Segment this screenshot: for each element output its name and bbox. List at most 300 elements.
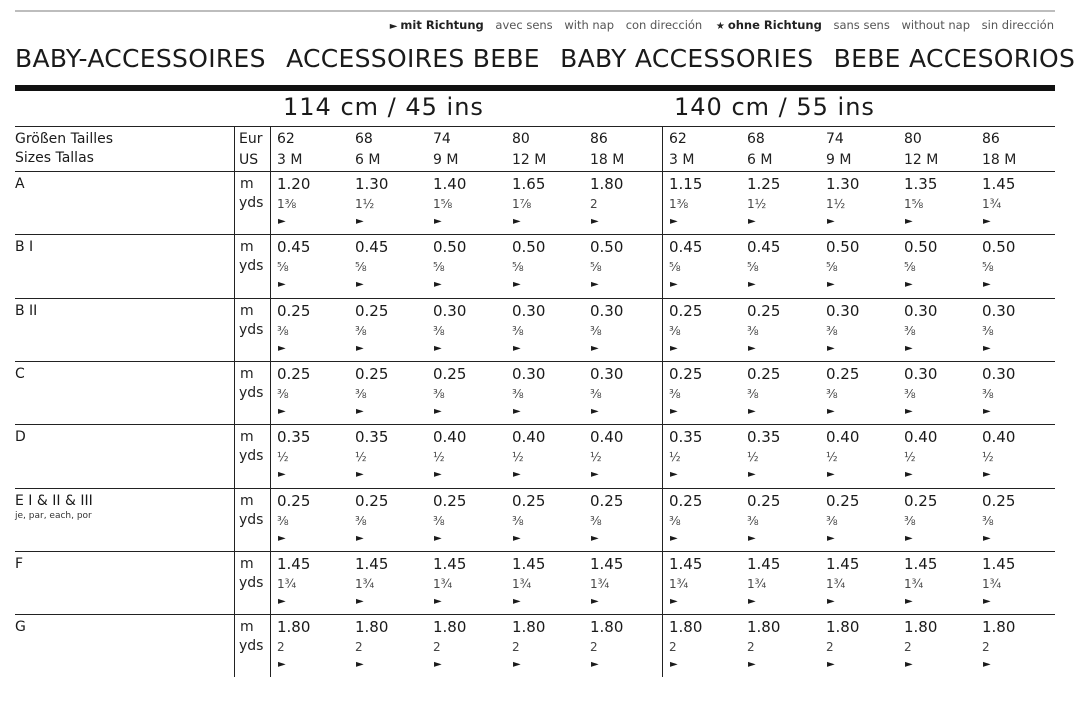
with-nap-arrow-icon: ►: [748, 342, 756, 354]
us-size: 9 M: [826, 152, 852, 168]
with-nap-arrow-icon: ►: [278, 279, 286, 291]
with-nap-arrow-icon: ►: [356, 279, 364, 291]
meters-value: 0.25: [433, 364, 467, 383]
with-nap-arrow-icon: ►: [983, 595, 991, 607]
meters-value: 0.25: [747, 364, 781, 383]
meters-value: 0.45: [747, 238, 781, 257]
nap-legend: [390, 18, 1054, 32]
meters-value: 1.80: [590, 618, 624, 637]
yards-value: 1¾: [277, 576, 297, 591]
unit-m: m: [240, 365, 254, 382]
meters-value: 1.20: [277, 175, 311, 193]
meters-value: 0.25: [826, 364, 860, 383]
with-nap-arrow-icon: ►: [591, 595, 599, 607]
meters-value: 0.25: [982, 491, 1016, 510]
with-nap-arrow-icon: ►: [278, 595, 286, 607]
width-group-divider: [662, 126, 663, 677]
unit-m: m: [240, 619, 254, 636]
unit-m: m: [240, 176, 254, 192]
with-nap-arrow-icon: ►: [591, 216, 599, 227]
meters-value: 0.35: [277, 428, 311, 447]
us-size: 3 M: [277, 152, 303, 168]
us-size: 12 M: [512, 152, 547, 168]
meters-value: 0.40: [433, 428, 467, 447]
yards-value: 2: [277, 640, 285, 655]
meters-value: 0.45: [277, 238, 311, 257]
yards-value: 1⅜: [277, 197, 297, 211]
meters-value: 0.50: [982, 238, 1016, 257]
yards-value: ½: [982, 450, 994, 465]
with-nap-arrow-icon: ►: [748, 532, 756, 544]
with-nap-arrow-icon: ►: [670, 342, 678, 354]
yards-value: 1¾: [669, 576, 689, 591]
meters-value: 1.45: [512, 554, 546, 573]
meters-value: 0.50: [512, 238, 546, 257]
meters-value: 0.40: [512, 428, 546, 447]
eur-size: 80: [512, 131, 530, 147]
yards-value: ⅜: [512, 386, 524, 401]
meters-value: 0.30: [904, 364, 938, 383]
yards-value: 2: [433, 640, 441, 655]
with-nap-arrow-icon: ►: [670, 279, 678, 291]
meters-value: 1.35: [904, 175, 938, 193]
meters-value: 1.80: [433, 618, 467, 637]
meters-value: 0.25: [826, 491, 860, 510]
row-sublabel: je, par, each, por: [15, 510, 92, 521]
header-bottom-rule: [15, 171, 1055, 172]
yards-value: ½: [433, 450, 445, 465]
yards-value: 2: [669, 640, 677, 655]
meters-value: 0.25: [669, 301, 703, 320]
with-nap-arrow-icon: ►: [748, 279, 756, 291]
eur-size: 68: [747, 131, 765, 147]
meters-value: 0.35: [355, 428, 389, 447]
with-nap-arrow-icon: ►: [905, 532, 913, 544]
with-nap-arrow-icon: ►: [356, 342, 364, 354]
unit-yds: yds: [239, 195, 264, 211]
meters-value: 0.25: [277, 364, 311, 383]
yards-value: 1¾: [982, 197, 1002, 211]
yards-value: ⅜: [590, 386, 602, 401]
yards-value: ⅝: [747, 260, 759, 275]
with-nap-arrow-icon: ►: [591, 469, 599, 481]
with-nap-arrow-icon: ►: [513, 279, 521, 291]
us-size: 18 M: [590, 152, 625, 168]
with-nap-arrow-icon: ►: [434, 405, 442, 417]
yards-value: 2: [590, 640, 598, 655]
meters-value: 1.45: [355, 554, 389, 573]
with-nap-arrow-icon: ►: [356, 469, 364, 481]
with-nap-arrow-icon: ►: [983, 405, 991, 417]
yards-value: ⅜: [433, 323, 445, 338]
with-nap-arrow-icon: ►: [905, 659, 913, 671]
with-nap-arrow-icon: ►: [670, 659, 678, 671]
yards-value: ½: [590, 450, 602, 465]
unit-yds: yds: [239, 448, 264, 465]
meters-value: 0.25: [355, 491, 389, 510]
with-nap-arrow-icon: ►: [748, 469, 756, 481]
with-nap-arrow-icon: ►: [670, 469, 678, 481]
yards-value: 2: [982, 640, 990, 655]
yards-value: ⅝: [433, 260, 445, 275]
eur-size: 80: [904, 131, 922, 147]
with-nap-arrow-icon: ►: [591, 405, 599, 417]
us-label: US: [239, 152, 259, 168]
with-nap-arrow-icon: ►: [983, 342, 991, 354]
meters-value: 1.45: [982, 554, 1016, 573]
row-label: C: [15, 365, 25, 382]
with-nap-arrow-icon: ►: [827, 595, 835, 607]
without-nap-star-icon: ★: [715, 21, 725, 32]
meters-value: 0.25: [277, 491, 311, 510]
yards-value: ⅜: [904, 386, 916, 401]
with-nap-arrow-icon: ►: [389, 21, 398, 32]
yards-value: ⅜: [826, 386, 838, 401]
with-nap-arrow-icon: ►: [513, 659, 521, 671]
row-label: E I & II & III: [15, 492, 93, 509]
row-label: G: [15, 619, 26, 636]
yards-value: 1½: [826, 197, 846, 211]
meters-value: 0.30: [982, 301, 1016, 320]
meters-value: 1.80: [747, 618, 781, 637]
yards-value: 1¾: [904, 576, 924, 591]
eur-size: 68: [355, 131, 373, 147]
meters-value: 1.80: [982, 618, 1016, 637]
title-en: BABY ACCESSORIES: [560, 44, 814, 73]
unit-yds: yds: [239, 511, 264, 528]
with-nap-arrow-icon: ►: [748, 405, 756, 417]
with-nap-arrow-icon: ►: [278, 342, 286, 354]
yards-value: 2: [747, 640, 755, 655]
yards-value: ⅜: [904, 323, 916, 338]
meters-value: 1.80: [826, 618, 860, 637]
meters-value: 0.25: [433, 491, 467, 510]
with-nap-arrow-icon: ►: [670, 405, 678, 417]
meters-value: 1.45: [669, 554, 703, 573]
yards-value: ⅜: [590, 323, 602, 338]
meters-value: 1.80: [590, 175, 624, 193]
yards-value: ⅜: [433, 386, 445, 401]
row-divider: [15, 298, 1055, 299]
yards-value: ½: [747, 450, 759, 465]
with-nap-arrow-icon: ►: [513, 595, 521, 607]
meters-value: 0.30: [433, 301, 467, 320]
with-nap-arrow-icon: ►: [670, 532, 678, 544]
size-label-line1: Größen Tailles: [15, 131, 114, 147]
unit-yds: yds: [239, 321, 264, 338]
meters-value: 1.25: [747, 175, 781, 193]
yards-value: ⅝: [826, 260, 838, 275]
row-label: D: [15, 429, 26, 446]
meters-value: 0.30: [826, 301, 860, 320]
with-nap-arrow-icon: ►: [434, 469, 442, 481]
with-nap-arrow-icon: ►: [748, 659, 756, 671]
meters-value: 0.35: [747, 428, 781, 447]
us-size: 6 M: [355, 152, 381, 168]
yards-value: ⅜: [747, 386, 759, 401]
meters-value: 0.30: [590, 301, 624, 320]
with-nap-arrow-icon: ►: [278, 532, 286, 544]
with-nap-arrow-icon: ►: [827, 659, 835, 671]
meters-value: 0.25: [747, 491, 781, 510]
with-nap-arrow-icon: ►: [983, 279, 991, 291]
yards-value: ½: [669, 450, 681, 465]
us-size: 6 M: [747, 152, 773, 168]
header-top-rule: [15, 126, 1055, 127]
yards-value: ⅜: [590, 513, 602, 528]
with-nap-arrow-icon: ►: [591, 532, 599, 544]
meters-value: 1.45: [826, 554, 860, 573]
row-label: B I: [15, 239, 34, 256]
meters-value: 0.40: [904, 428, 938, 447]
meters-value: 0.30: [590, 364, 624, 383]
with-nap-arrow-icon: ►: [513, 216, 521, 227]
yards-value: 1¾: [433, 576, 453, 591]
unit-column-divider: [270, 126, 271, 677]
size-label-line2: Sizes Tallas: [15, 150, 94, 166]
meters-value: 1.40: [433, 175, 467, 193]
with-nap-arrow-icon: ►: [513, 469, 521, 481]
meters-value: 0.50: [904, 238, 938, 257]
yards-value: 1¾: [355, 576, 375, 591]
yards-value: ⅜: [826, 323, 838, 338]
with-nap-arrow-icon: ►: [356, 532, 364, 544]
with-nap-arrow-icon: ►: [983, 469, 991, 481]
with-nap-arrow-icon: ►: [356, 405, 364, 417]
legend-with-nap-fr: avec sens: [495, 18, 553, 32]
meters-value: 0.50: [826, 238, 860, 257]
legend-with-nap-de: mit Richtung: [400, 18, 484, 32]
with-nap-arrow-icon: ►: [748, 216, 756, 227]
eur-size: 74: [433, 131, 451, 147]
yards-value: ½: [826, 450, 838, 465]
yards-value: ⅜: [433, 513, 445, 528]
meters-value: 0.35: [669, 428, 703, 447]
meters-value: 0.40: [590, 428, 624, 447]
with-nap-arrow-icon: ►: [434, 216, 442, 227]
row-divider: [15, 361, 1055, 362]
with-nap-arrow-icon: ►: [513, 532, 521, 544]
meters-value: 1.30: [355, 175, 389, 193]
meters-value: 1.80: [355, 618, 389, 637]
top-rule: [15, 10, 1055, 12]
fabric-width-140: 140 cm / 55 ins: [674, 93, 875, 121]
meters-value: 1.45: [277, 554, 311, 573]
yards-value: ½: [355, 450, 367, 465]
yards-value: ⅜: [669, 513, 681, 528]
row-divider: [15, 424, 1055, 425]
yards-value: 1⅜: [669, 197, 689, 211]
title-rule: [15, 85, 1055, 91]
yards-value: ⅝: [590, 260, 602, 275]
yards-value: ½: [904, 450, 916, 465]
row-divider: [15, 234, 1055, 235]
title-de: BABY-ACCESSOIRES: [15, 44, 266, 73]
yards-value: 1¾: [747, 576, 767, 591]
page-title: [15, 44, 1076, 73]
with-nap-arrow-icon: ►: [591, 342, 599, 354]
meters-value: 0.30: [512, 301, 546, 320]
legend-without-nap-fr: sans sens: [833, 18, 890, 32]
with-nap-arrow-icon: ►: [434, 659, 442, 671]
unit-m: m: [240, 302, 254, 319]
meters-value: 1.80: [512, 618, 546, 637]
unit-yds: yds: [239, 638, 264, 655]
unit-yds: yds: [239, 258, 264, 275]
meters-value: 0.25: [669, 364, 703, 383]
meters-value: 1.30: [826, 175, 860, 193]
eur-size: 86: [982, 131, 1000, 147]
legend-with-nap-en: with nap: [564, 18, 615, 32]
legend-without-nap-es: sin dirección: [981, 18, 1054, 32]
meters-value: 0.25: [355, 364, 389, 383]
yards-value: ½: [277, 450, 289, 465]
with-nap-arrow-icon: ►: [905, 342, 913, 354]
meters-value: 0.40: [982, 428, 1016, 447]
with-nap-arrow-icon: ►: [434, 595, 442, 607]
with-nap-arrow-icon: ►: [827, 342, 835, 354]
with-nap-arrow-icon: ►: [905, 279, 913, 291]
yards-value: ⅜: [277, 513, 289, 528]
with-nap-arrow-icon: ►: [591, 279, 599, 291]
yards-value: ⅜: [982, 513, 994, 528]
with-nap-arrow-icon: ►: [356, 216, 364, 227]
with-nap-arrow-icon: ►: [983, 532, 991, 544]
meters-value: 1.45: [590, 554, 624, 573]
meters-value: 1.45: [982, 175, 1016, 193]
yards-value: ⅜: [512, 323, 524, 338]
meters-value: 0.40: [826, 428, 860, 447]
unit-m: m: [240, 239, 254, 256]
with-nap-arrow-icon: ►: [356, 595, 364, 607]
eur-size: 86: [590, 131, 608, 147]
meters-value: 1.65: [512, 175, 546, 193]
yards-value: ⅝: [669, 260, 681, 275]
legend-without-nap-de: ohne Richtung: [727, 18, 822, 32]
yards-value: 2: [512, 640, 520, 655]
yards-value: 1⅝: [904, 197, 924, 211]
yards-value: ⅜: [355, 513, 367, 528]
meters-value: 0.25: [747, 301, 781, 320]
meters-value: 0.30: [904, 301, 938, 320]
unit-m: m: [240, 555, 254, 572]
yards-value: ⅝: [355, 260, 367, 275]
yards-value: 1½: [747, 197, 767, 211]
with-nap-arrow-icon: ►: [905, 216, 913, 227]
meters-value: 1.80: [277, 618, 311, 637]
meters-value: 0.45: [669, 238, 703, 257]
us-size: 9 M: [433, 152, 459, 168]
with-nap-arrow-icon: ►: [278, 469, 286, 481]
meters-value: 1.80: [669, 618, 703, 637]
with-nap-arrow-icon: ►: [434, 279, 442, 291]
meters-value: 1.45: [433, 554, 467, 573]
with-nap-arrow-icon: ►: [905, 405, 913, 417]
meters-value: 1.45: [747, 554, 781, 573]
meters-value: 0.25: [904, 491, 938, 510]
meters-value: 0.50: [590, 238, 624, 257]
yards-value: 2: [590, 197, 598, 211]
us-size: 18 M: [982, 152, 1017, 168]
meters-value: 1.15: [669, 175, 703, 193]
us-size: 3 M: [669, 152, 695, 168]
with-nap-arrow-icon: ►: [827, 279, 835, 291]
unit-m: m: [240, 429, 254, 446]
unit-yds: yds: [239, 384, 264, 401]
meters-value: 1.45: [904, 554, 938, 573]
yards-value: ⅜: [512, 513, 524, 528]
with-nap-arrow-icon: ►: [434, 532, 442, 544]
legend-with-nap-es: con dirección: [625, 18, 703, 32]
yards-value: ⅝: [277, 260, 289, 275]
with-nap-arrow-icon: ►: [827, 216, 835, 227]
with-nap-arrow-icon: ►: [670, 595, 678, 607]
legend-without-nap-en: without nap: [901, 18, 970, 32]
yards-value: ⅜: [669, 323, 681, 338]
with-nap-arrow-icon: ►: [983, 216, 991, 227]
with-nap-arrow-icon: ►: [278, 659, 286, 671]
with-nap-arrow-icon: ►: [356, 659, 364, 671]
eur-size: 74: [826, 131, 844, 147]
meters-value: 0.25: [590, 491, 624, 510]
title-es: BEBE ACCESORIOS: [833, 44, 1076, 73]
with-nap-arrow-icon: ►: [278, 216, 286, 227]
with-nap-arrow-icon: ►: [905, 595, 913, 607]
yards-value: 1¾: [982, 576, 1002, 591]
yards-value: ⅝: [512, 260, 524, 275]
yards-value: ⅜: [355, 323, 367, 338]
row-label: B II: [15, 302, 38, 319]
yards-value: ⅜: [747, 513, 759, 528]
yards-value: 1¾: [826, 576, 846, 591]
yards-value: 1⅞: [512, 197, 532, 211]
row-divider: [15, 551, 1055, 552]
meters-value: 0.30: [982, 364, 1016, 383]
with-nap-arrow-icon: ►: [827, 469, 835, 481]
with-nap-arrow-icon: ►: [434, 342, 442, 354]
meters-value: 0.30: [512, 364, 546, 383]
yards-value: ⅝: [982, 260, 994, 275]
with-nap-arrow-icon: ►: [748, 595, 756, 607]
us-size: 12 M: [904, 152, 939, 168]
yards-value: 1½: [355, 197, 375, 211]
yards-value: ⅜: [982, 323, 994, 338]
yards-value: 1⅝: [433, 197, 453, 211]
yards-value: ⅜: [904, 513, 916, 528]
meters-value: 0.25: [277, 301, 311, 320]
yards-value: ⅜: [826, 513, 838, 528]
with-nap-arrow-icon: ►: [983, 659, 991, 671]
with-nap-arrow-icon: ►: [905, 469, 913, 481]
with-nap-arrow-icon: ►: [827, 405, 835, 417]
meters-value: 0.25: [512, 491, 546, 510]
with-nap-arrow-icon: ►: [591, 659, 599, 671]
with-nap-arrow-icon: ►: [278, 405, 286, 417]
yards-value: 1¾: [512, 576, 532, 591]
with-nap-arrow-icon: ►: [513, 405, 521, 417]
unit-yds: yds: [239, 574, 264, 591]
row-label: F: [15, 555, 24, 572]
yards-value: 1¾: [590, 576, 610, 591]
yards-value: ⅜: [355, 386, 367, 401]
yards-value: ⅝: [904, 260, 916, 275]
eur-label: Eur: [239, 131, 263, 147]
meters-value: 0.25: [669, 491, 703, 510]
title-fr: ACCESSOIRES BEBE: [286, 44, 540, 73]
with-nap-arrow-icon: ►: [827, 532, 835, 544]
with-nap-arrow-icon: ►: [513, 342, 521, 354]
yards-value: ⅜: [669, 386, 681, 401]
